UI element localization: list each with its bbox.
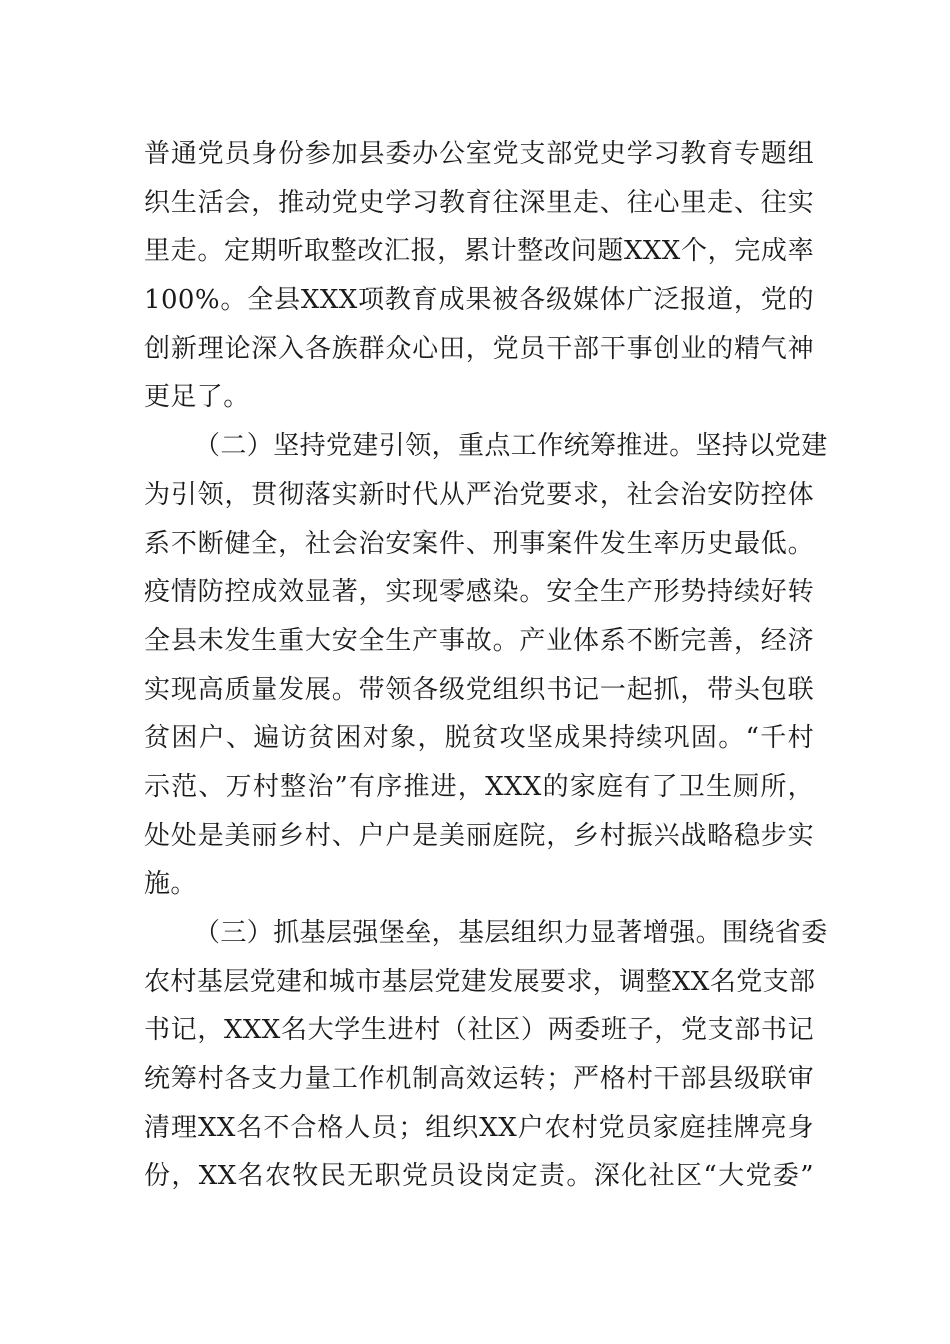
text-line: 统筹村各支力量工作机制高效运转；严格村干部县级联审 xyxy=(144,1064,814,1095)
text-line: 更足了。 xyxy=(144,382,250,413)
text-line: 施。 xyxy=(144,869,197,900)
text-line: 清理XX名不合格人员；组织XX户农村党员家庭挂牌亮身 xyxy=(144,1112,814,1143)
text-line: 创新理论深入各族群众心田，党员干部干事创业的精气神 xyxy=(144,333,814,364)
text-line: 为引领，贯彻落实新时代从严治党要求，社会治安防控体 xyxy=(144,479,814,510)
text-line: 农村基层党建和城市基层党建发展要求，调整XX名党支部 xyxy=(144,966,816,997)
text-line: 系不断健全，社会治安案件、刑事案件发生率历史最低。 xyxy=(144,528,814,559)
text-line: 里走。定期听取整改汇报，累计整改问题XXX个，完成率 xyxy=(144,236,814,267)
text-line: 疫情防控成效显著，实现零感染。安全生产形势持续好转 xyxy=(144,577,814,608)
text-line: 处处是美丽乡村、户户是美丽庭院，乡村振兴战略稳步实 xyxy=(144,820,814,851)
text-line: 份，XX名农牧民无职党员设岗定责。深化社区“大党委” xyxy=(144,1161,814,1192)
body-text xyxy=(144,130,828,1201)
paragraph-first-line: （二）坚持党建引领，重点工作统筹推进。坚持以党建 xyxy=(194,431,828,462)
text-line: 书记，XXX名大学生进村（社区）两委班子，党支部书记 xyxy=(144,1015,814,1046)
text-line: 贫困户、遍访贫困对象，脱贫攻坚成果持续巩固。“千村 xyxy=(144,723,814,754)
text-line: 100%。全县XXX项教育成果被各级媒体广泛报道，党的 xyxy=(144,285,814,316)
text-line: 普通党员身份参加县委办公室党支部党史学习教育专题组 xyxy=(144,139,814,169)
text-line: 示范、万村整治”有序推进，XXX的家庭有了卫生厕所， xyxy=(144,771,814,802)
text-line: 全县未发生重大安全生产事故。产业体系不断完善，经济 xyxy=(144,625,814,656)
paragraph-first-line: （三）抓基层强堡垒，基层组织力显著增强。围绕省委 xyxy=(194,918,828,948)
text-line: 实现高质量发展。带领各级党组织书记一起抓，带头包联 xyxy=(144,674,814,705)
text-line: 织生活会，推动党史学习教育往深里走、往心里走、往实 xyxy=(144,187,814,218)
